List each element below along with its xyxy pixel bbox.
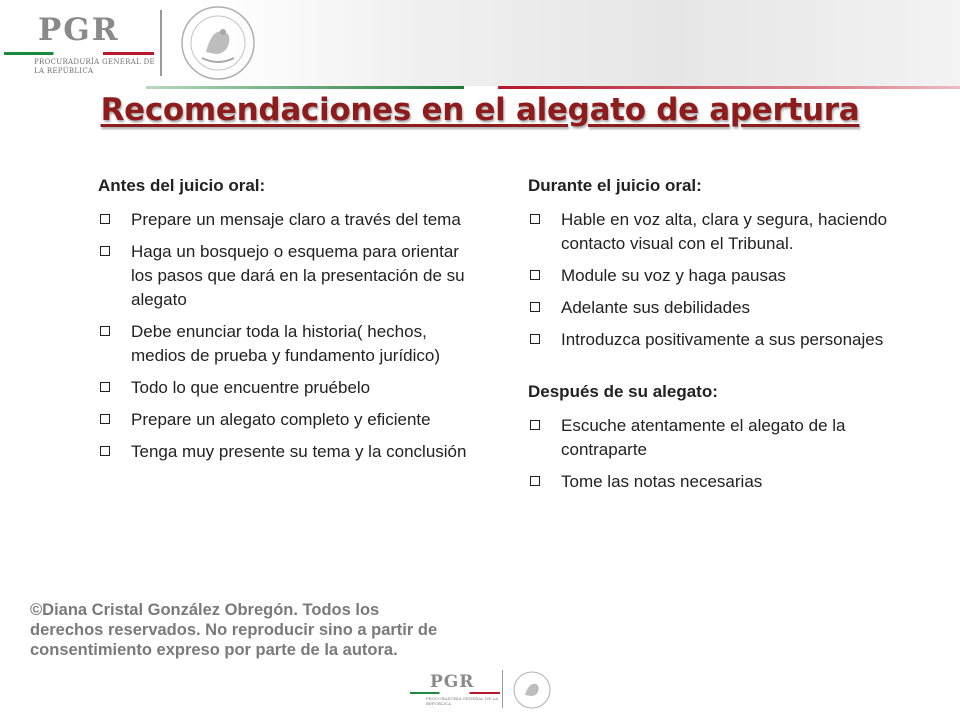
bullet-list-after bbox=[528, 414, 908, 494]
checkbox-bullet-icon bbox=[100, 326, 110, 336]
section-heading-after: Después de su alegato: bbox=[528, 382, 718, 401]
header-divider bbox=[160, 10, 162, 76]
checkbox-bullet-icon bbox=[530, 270, 540, 280]
before-item bbox=[98, 320, 468, 368]
during-item-text: Adelante sus debilidades bbox=[561, 298, 751, 317]
before-item-text: Prepare un mensaje claro a través del tema bbox=[131, 210, 461, 229]
page-title: Recomendaciones en el alegato de apertura bbox=[100, 92, 860, 128]
checkbox-bullet-icon bbox=[530, 214, 540, 224]
copyright-notice: ©Diana Cristal González Obregón. Todos los derechos reservados. No reproducir sino a partir de consentimiento expreso por parte de la autora. bbox=[30, 601, 438, 659]
pgr-logo-text: PGR bbox=[38, 12, 120, 48]
right-column bbox=[528, 176, 908, 502]
left-column bbox=[98, 176, 468, 472]
before-item bbox=[98, 208, 468, 232]
footer-logo-subtitle: PROCURADURÍA GENERAL DE LA REPÚBLICA bbox=[426, 696, 498, 706]
before-item bbox=[98, 240, 468, 312]
green-accent-line bbox=[146, 86, 464, 89]
bullet-list-before bbox=[98, 208, 468, 464]
footer-flag-stripe bbox=[410, 692, 500, 694]
red-accent-line bbox=[498, 86, 960, 89]
after-item bbox=[528, 414, 908, 462]
before-item-text: Tenga muy presente su tema y la conclusión bbox=[131, 442, 467, 461]
pgr-logo-subtitle: PROCURADURÍA GENERAL DE LA REPÚBLICA bbox=[34, 58, 155, 75]
footer-seal-icon bbox=[512, 670, 552, 710]
bullet-list-during bbox=[528, 208, 908, 352]
checkbox-bullet-icon bbox=[100, 246, 110, 256]
before-item-text: Debe enunciar toda la historia( hechos, medios de prueba y fundamento jurídico) bbox=[131, 322, 441, 365]
after-item-text: Escuche atentamente el alegato de la contraparte bbox=[561, 416, 846, 459]
national-seal-icon bbox=[176, 4, 260, 82]
during-item-text: Introduzca positivamente a sus personajes bbox=[561, 330, 884, 349]
footer-logo-text: PGR bbox=[430, 672, 475, 692]
pgr-logo bbox=[4, 12, 154, 82]
section-heading-before: Antes del juicio oral: bbox=[98, 176, 266, 195]
before-item bbox=[98, 376, 468, 400]
during-item-text: Hable en voz alta, clara y segura, haciendo contacto visual con el Tribunal. bbox=[561, 210, 888, 253]
flag-stripe bbox=[4, 52, 154, 55]
after-item-text: Tome las notas necesarias bbox=[561, 472, 763, 491]
footer-divider bbox=[502, 670, 503, 708]
before-item-text: Haga un bosquejo o esquema para orientar los pasos que dará en la presentación de su alegato bbox=[131, 242, 465, 309]
during-item bbox=[528, 264, 908, 288]
before-item bbox=[98, 408, 468, 432]
during-item bbox=[528, 208, 908, 256]
checkbox-bullet-icon bbox=[100, 414, 110, 424]
during-item-text: Module su voz y haga pausas bbox=[561, 266, 786, 285]
checkbox-bullet-icon bbox=[530, 476, 540, 486]
during-item bbox=[528, 328, 908, 352]
section-heading-during: Durante el juicio oral: bbox=[528, 176, 702, 195]
footer-logo bbox=[400, 668, 560, 714]
checkbox-bullet-icon bbox=[530, 420, 540, 430]
checkbox-bullet-icon bbox=[100, 446, 110, 456]
after-item bbox=[528, 470, 908, 494]
checkbox-bullet-icon bbox=[530, 302, 540, 312]
checkbox-bullet-icon bbox=[100, 214, 110, 224]
before-item-text: Prepare un alegato completo y eficiente bbox=[131, 410, 431, 429]
checkbox-bullet-icon bbox=[530, 334, 540, 344]
before-item-text: Todo lo que encuentre pruébelo bbox=[131, 378, 371, 397]
before-item bbox=[98, 440, 468, 464]
checkbox-bullet-icon bbox=[100, 382, 110, 392]
during-item bbox=[528, 296, 908, 320]
